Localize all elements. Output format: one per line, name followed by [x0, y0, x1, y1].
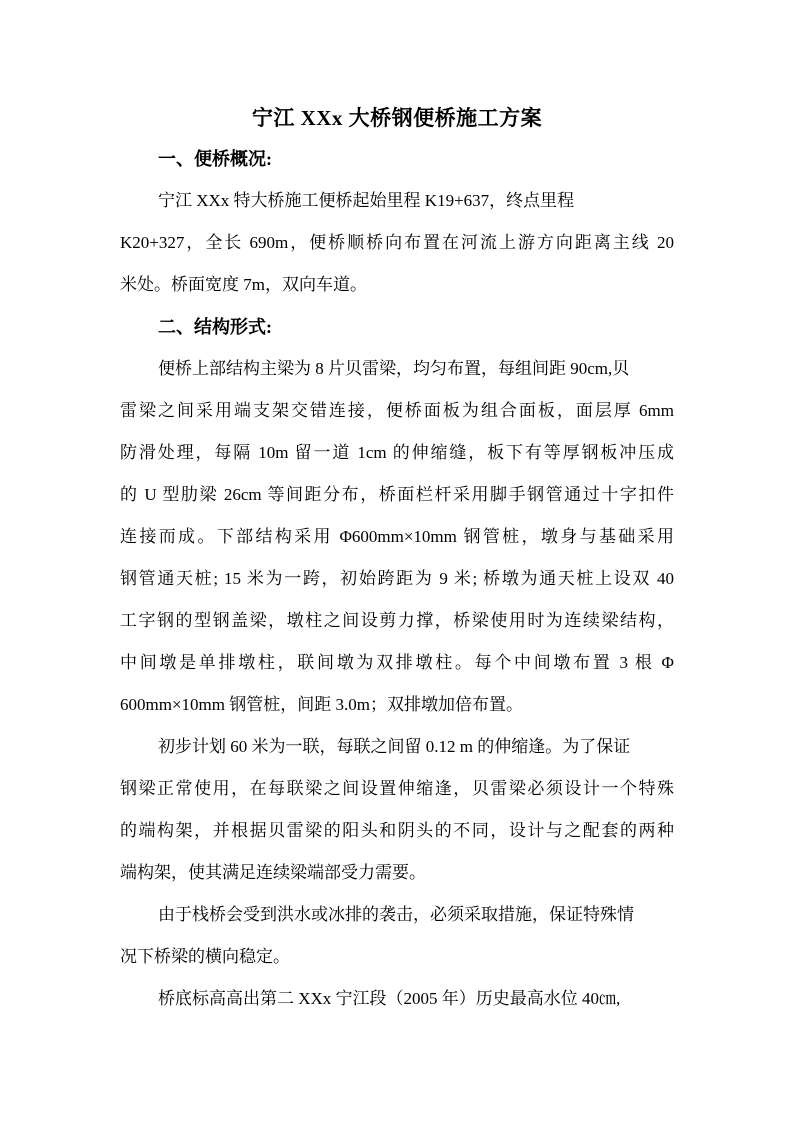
paragraph-line: 600mm×10mm 钢管桩，间距 3.0m；双排墩加倍布置。	[120, 695, 523, 714]
paragraph-line: 钢管通天桩; 15 米为一跨，初始跨距为 9 米; 桥墩为通天桩上设双 40	[120, 569, 674, 588]
paragraph-line: 况下桥梁的横向稳定。	[120, 947, 290, 966]
paragraph-line: 初步计划 60 米为一联，每联之间留 0.12 m 的伸缩逢。为了保证	[158, 737, 631, 756]
paragraph-line: 钢梁正常使用，在每联梁之间设置伸缩逢，贝雷梁必须设计一个特殊	[120, 779, 674, 798]
paragraph-line: 由于栈桥会受到洪水或冰排的袭击，必须采取措施，保证特殊情	[158, 905, 634, 924]
paragraph-line: 的 U 型肋梁 26cm 等间距分布，桥面栏杆采用脚手钢管通过十字扣件	[120, 485, 674, 504]
paragraph-line: 工字钢的型钢盖梁，墩柱之间设剪力撑，桥梁使用时为连续梁结构，	[120, 611, 674, 630]
paragraph-line: 端构架，使其满足连续梁端部受力需要。	[120, 863, 426, 882]
paragraph-line: K20+327，全长 690m，便桥顺桥向布置在河流上游方向距离主线 20	[120, 233, 674, 252]
paragraph-line: 防滑处理，每隔 10m 留一道 1cm 的伸缩缝，板下有等厚钢板冲压成	[120, 443, 674, 462]
paragraph-line: 宁江 XXx 特大桥施工便桥起始里程 K19+637，终点里程	[158, 191, 575, 210]
paragraph-line: 的端构架，并根据贝雷梁的阳头和阴头的不同，设计与之配套的两种	[120, 821, 674, 840]
document-title: 宁江 XXx 大桥钢便桥施工方案	[251, 106, 543, 130]
section-heading-overview: 一、便桥概况:	[158, 149, 272, 169]
paragraph-line: 桥底标高高出第二 XXx 宁江段（2005 年）历史最高水位 40㎝,	[158, 989, 621, 1008]
paragraph-line: 连接而成。下部结构采用 Φ600mm×10mm 钢管桩，墩身与基础采用	[120, 527, 674, 546]
paragraph-line: 便桥上部结构主梁为 8 片贝雷梁，均匀布置，每组间距 90cm,贝	[158, 359, 630, 378]
paragraph-line: 雷梁之间采用端支架交错连接，便桥面板为组合面板，面层厚 6mm	[120, 401, 674, 420]
section-heading-structure: 二、结构形式:	[158, 317, 272, 337]
paragraph-line: 中间墩是单排墩柱，联间墩为双排墩柱。每个中间墩布置 3 根 Φ	[120, 653, 674, 672]
paragraph-line: 米处。桥面宽度 7m，双向车道。	[120, 275, 367, 294]
